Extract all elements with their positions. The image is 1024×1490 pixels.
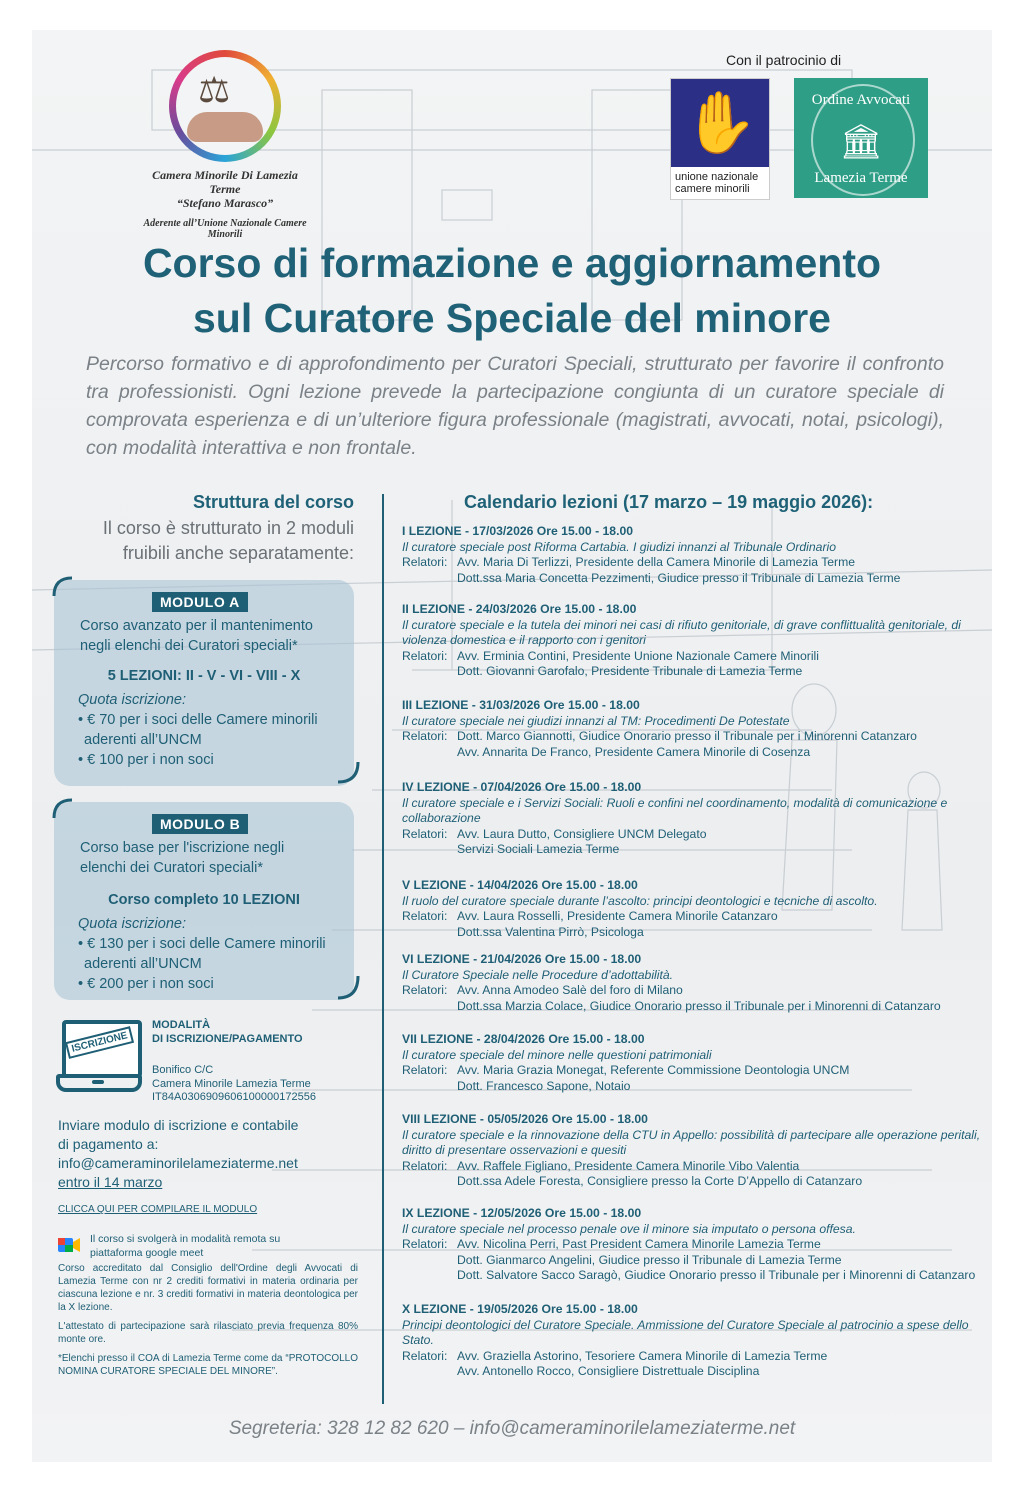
iscrizione-laptop-icon: ISCRIZIONE	[56, 1016, 142, 1098]
logo-name: Camera Minorile Di Lamezia Terme “Stefano Marasco”	[152, 168, 298, 210]
lesson-topic: Il curatore speciale e la tutela dei minori nei casi di rifiuto genitoriale, di grave conflittualità genitoriale, di violenza domestica e il rapporto con i genitori	[402, 617, 961, 647]
speaker: Avv. Maria Grazia Monegat, Referente Commissione Deontologia UNCM	[457, 1063, 850, 1077]
relatori-label: Relatori:	[402, 555, 448, 569]
patrocinio-label: Con il patrocinio di	[726, 52, 842, 68]
struttura-heading: Struttura del corso	[192, 492, 354, 512]
lesson-heading: VI LEZIONE - 21/04/2026 Ore 15.00 - 18.00	[402, 952, 642, 966]
lesson-item	[402, 524, 982, 586]
lesson-topic: Principi deontologici del Curatore Speciale. Ammissione del Curatore Speciale al patrocinio a spese dello Stato.	[402, 1317, 969, 1347]
speaker: Avv. Nicolina Perri, Past President Camera Minorile Lamezia Terme	[457, 1237, 821, 1251]
modulo-b-lessons: Corso completo 10 LEZIONI	[108, 892, 300, 908]
lesson-heading: III LEZIONE - 31/03/2026 Ore 15.00 - 18.00	[402, 698, 640, 712]
poster	[32, 30, 992, 1462]
relatori-label: Relatori:	[402, 1063, 448, 1077]
lesson-item	[402, 952, 982, 1014]
column-divider	[382, 494, 384, 1404]
invio-text: Inviare modulo di iscrizione e contabile di pagamento a: info@cameraminorilelameziaterme.net entro il 14 marzo	[58, 1116, 358, 1192]
modulo-b-desc: Corso base per l'iscrizione negli elenchi dei Curatori speciali*	[80, 840, 285, 876]
lesson-heading: VII LEZIONE - 28/04/2026 Ore 15.00 - 18.00	[402, 1032, 645, 1046]
relatori-label: Relatori:	[402, 729, 448, 743]
lesson-topic: Il curatore speciale del minore nelle questioni patrimoniali	[402, 1047, 712, 1062]
accreditato-note: Corso accreditato dal Consiglio dell'Ordine degli Avvocati di Lamezia Terme con nr 2 crediti formativi in materia ordinaria per ciascuna lezione e nr. 3 crediti formativi in materia deontologica per la X lezione.	[58, 1263, 358, 1313]
scale-baby-icon: ⚖	[169, 50, 281, 162]
struttura-text: Il corso è strutturato in 2 moduli fruibili anche separatamente:	[102, 518, 354, 563]
page-title: Corso di formazione e aggiornamento sul Curatore Speciale del minore	[142, 240, 882, 341]
relatori-label: Relatori:	[402, 648, 448, 663]
relatori-label: Relatori:	[402, 826, 448, 841]
calendario-heading: Calendario lezioni (17 marzo – 19 maggio 2026):	[464, 492, 874, 512]
speaker: Dott.ssa Maria Concetta Pezzimenti, Giudice presso il Tribunale di Lamezia Terme	[457, 570, 901, 585]
speaker: Avv. Laura Rosselli, Presidente Camera Minorile Catanzaro	[457, 909, 778, 923]
lesson-item	[402, 1032, 982, 1094]
speaker: Dott. Francesco Sapone, Notaio	[457, 1078, 631, 1093]
lesson-topic: Il curatore speciale e la rinnovazione della CTU in Appello: possibilità di partecipare alle operazione peritali, diritto di presentare osservazioni e quesiti	[402, 1127, 981, 1157]
modulo-b-prices: Quota iscrizione: • € 130 per i soci delle Camere minorili aderenti all’UNCM • € 200 per i non soci	[78, 916, 326, 992]
lesson-item	[402, 780, 982, 858]
speaker: Avv. Annarita De Franco, Presidente Camera Minorile di Cosenza	[457, 744, 811, 759]
speaker: Dott.ssa Marzia Colace, Giudice Onorario presso il Tribunale per i Minorenni di Catanzaro	[457, 998, 941, 1013]
lesson-heading: V LEZIONE - 14/04/2026 Ore 15.00 - 18.00	[402, 878, 638, 892]
lesson-topic: Il curatore speciale nei giudizi innanzi al TM: Procedimenti De Potestate	[402, 713, 790, 728]
lesson-topic: Il curatore speciale e i Servizi Sociali: Ruoli e confini nel coordinamento, modalità di comunicazione e collaborazione	[402, 795, 948, 825]
speaker: Avv. Graziella Astorino, Tesoriere Camera Minorile di Lamezia Terme	[457, 1348, 828, 1363]
pagamento-details: Bonifico C/C Camera Minorile Lamezia Terme IT84A0306909606100000172556	[152, 1064, 316, 1103]
relatori-label: Relatori:	[402, 1237, 448, 1251]
speaker: Dott.ssa Valentina Pirrò, Psicologa	[457, 924, 644, 939]
speaker: Avv. Maria Di Terlizzi, Presidente della Camera Minorile di Lamezia Terme	[457, 555, 856, 569]
hands-icon: ✋	[683, 89, 758, 156]
lesson-item	[402, 698, 982, 760]
email-link[interactable]: info@cameraminorilelameziaterme.net	[58, 1155, 298, 1171]
footer-segreteria: Segreteria: 328 12 82 620 – info@cameraminorilelameziaterme.net	[228, 1418, 796, 1439]
intro-text: Percorso formativo e di approfondimento per Curatori Speciali, strutturato per favorire il confronto tra professionisti. Ogni lezione prevede la partecipazione congiunta di un curatore speciale di comprovata esperienza e di un’ulteriore figura professionale (magistrati, avvocati, notai, psicologi), con modalità interattiva e non frontale.	[86, 353, 944, 459]
camera-minorile-logo	[140, 50, 310, 240]
uncm-logo: ✋ unione nazionale camere minorili	[670, 78, 770, 200]
lesson-topic: Il curatore speciale nel processo penale ove il minore sia imputato o persona offesa.	[402, 1221, 856, 1236]
pagamento-heading: MODALITÀ DI ISCRIZIONE/PAGAMENTO	[152, 1019, 303, 1045]
lesson-topic: Il Curatore Speciale nelle Procedure d’adottabilità.	[402, 967, 673, 982]
lesson-heading: IV LEZIONE - 07/04/2026 Ore 15.00 - 18.00	[402, 780, 642, 794]
speaker: Avv. Anna Amodeo Salè del foro di Milano	[457, 983, 683, 997]
speaker: Dott. Giovanni Garofalo, Presidente Tribunale di Lamezia Terme	[457, 664, 803, 678]
ordine-avvocati-logo: Ordine Avvocati 🏛 Lamezia Terme	[794, 78, 928, 198]
google-meet-icon	[58, 1236, 80, 1254]
speaker: Avv. Raffele Figliano, Presidente Camera Minorile Vibo Valentia	[457, 1158, 800, 1173]
relatori-label: Relatori:	[402, 1348, 448, 1363]
speaker: Avv. Antonello Rocco, Consigliere Distrettuale Disciplina	[457, 1364, 760, 1378]
lesson-item	[402, 602, 982, 680]
speaker: Dott. Gianmarco Angelini, Giudice presso il Tribunale di Lamezia Terme	[457, 1252, 842, 1267]
modulo-a-prices: Quota iscrizione: • € 70 per i soci delle Camere minorili aderenti all’UNCM • € 100 per i non soci	[78, 692, 318, 768]
speaker: Dott. Salvatore Sacco Saragò, Giudice Onorario presso il Tribunale per i Minorenni di Catanzaro	[457, 1268, 976, 1282]
speaker: Dott.ssa Adele Foresta, Consigliere presso la Corte D’Appello di Catanzaro	[457, 1174, 863, 1188]
lesson-heading: VIII LEZIONE - 05/05/2026 Ore 15.00 - 18.00	[402, 1112, 648, 1126]
relatori-label: Relatori:	[402, 909, 448, 923]
lesson-topic: Il ruolo del curatore speciale durante l’ascolto: principi deontologici e tecniche di ascolto.	[402, 893, 878, 908]
speaker: Avv. Laura Dutto, Consigliere UNCM Delegato	[457, 826, 707, 841]
lesson-item	[402, 1302, 982, 1380]
modulo-a-desc: Corso avanzato per il mantenimento negli elenchi dei Curatori speciali*	[80, 618, 313, 654]
relatori-label: Relatori:	[402, 1158, 448, 1173]
relatori-label: Relatori:	[402, 983, 448, 997]
lesson-heading: I LEZIONE - 17/03/2026 Ore 15.00 - 18.00	[402, 524, 634, 538]
lesson-heading: X LEZIONE - 19/05/2026 Ore 15.00 - 18.00	[402, 1302, 638, 1316]
lesson-item	[402, 878, 982, 940]
modulo-a-label: MODULO A	[152, 592, 248, 612]
lesson-topic: Il curatore speciale post Riforma Cartabia. I giudizi innanzi al Tribunale Ordinario	[402, 539, 836, 554]
speaker: Servizi Sociali Lamezia Terme	[457, 842, 620, 856]
modulo-b-label: MODULO B	[152, 814, 248, 834]
lesson-heading: IX LEZIONE - 12/05/2026 Ore 15.00 - 18.00	[402, 1206, 642, 1220]
lesson-item	[402, 1206, 982, 1284]
modulo-a-lessons: 5 LEZIONI: II - V - VI - VIII - X	[107, 668, 301, 684]
compila-modulo-link[interactable]: CLICCA QUI PER COMPILARE IL MODULO	[58, 1204, 258, 1215]
elenchi-note: *Elenchi presso il COA di Lamezia Terme come da “PROTOCOLLO NOMINA CURATORE SPECIALE DEL MINORE”.	[58, 1353, 358, 1377]
lesson-item	[402, 1112, 982, 1190]
speaker: Dott. Marco Giannotti, Giudice Onorario presso il Tribunale per i Minorenni Catanzaro	[457, 729, 917, 743]
lesson-heading: II LEZIONE - 24/03/2026 Ore 15.00 - 18.00	[402, 602, 637, 616]
speaker: Avv. Erminia Contini, Presidente Unione Nazionale Camere Minorili	[457, 648, 819, 663]
meet-note: Il corso si svolgerà in modalità remota su piattaforma google meet	[90, 1233, 281, 1259]
module-brackets	[50, 576, 362, 1006]
attestato-note: L'attestato di partecipazione sarà rilasciato previa frequenza 80% monte ore.	[58, 1321, 358, 1345]
logo-subtitle: Aderente all’Unione Nazionale Camere Minorili	[143, 218, 307, 240]
temple-icon: 🏛	[839, 122, 883, 162]
